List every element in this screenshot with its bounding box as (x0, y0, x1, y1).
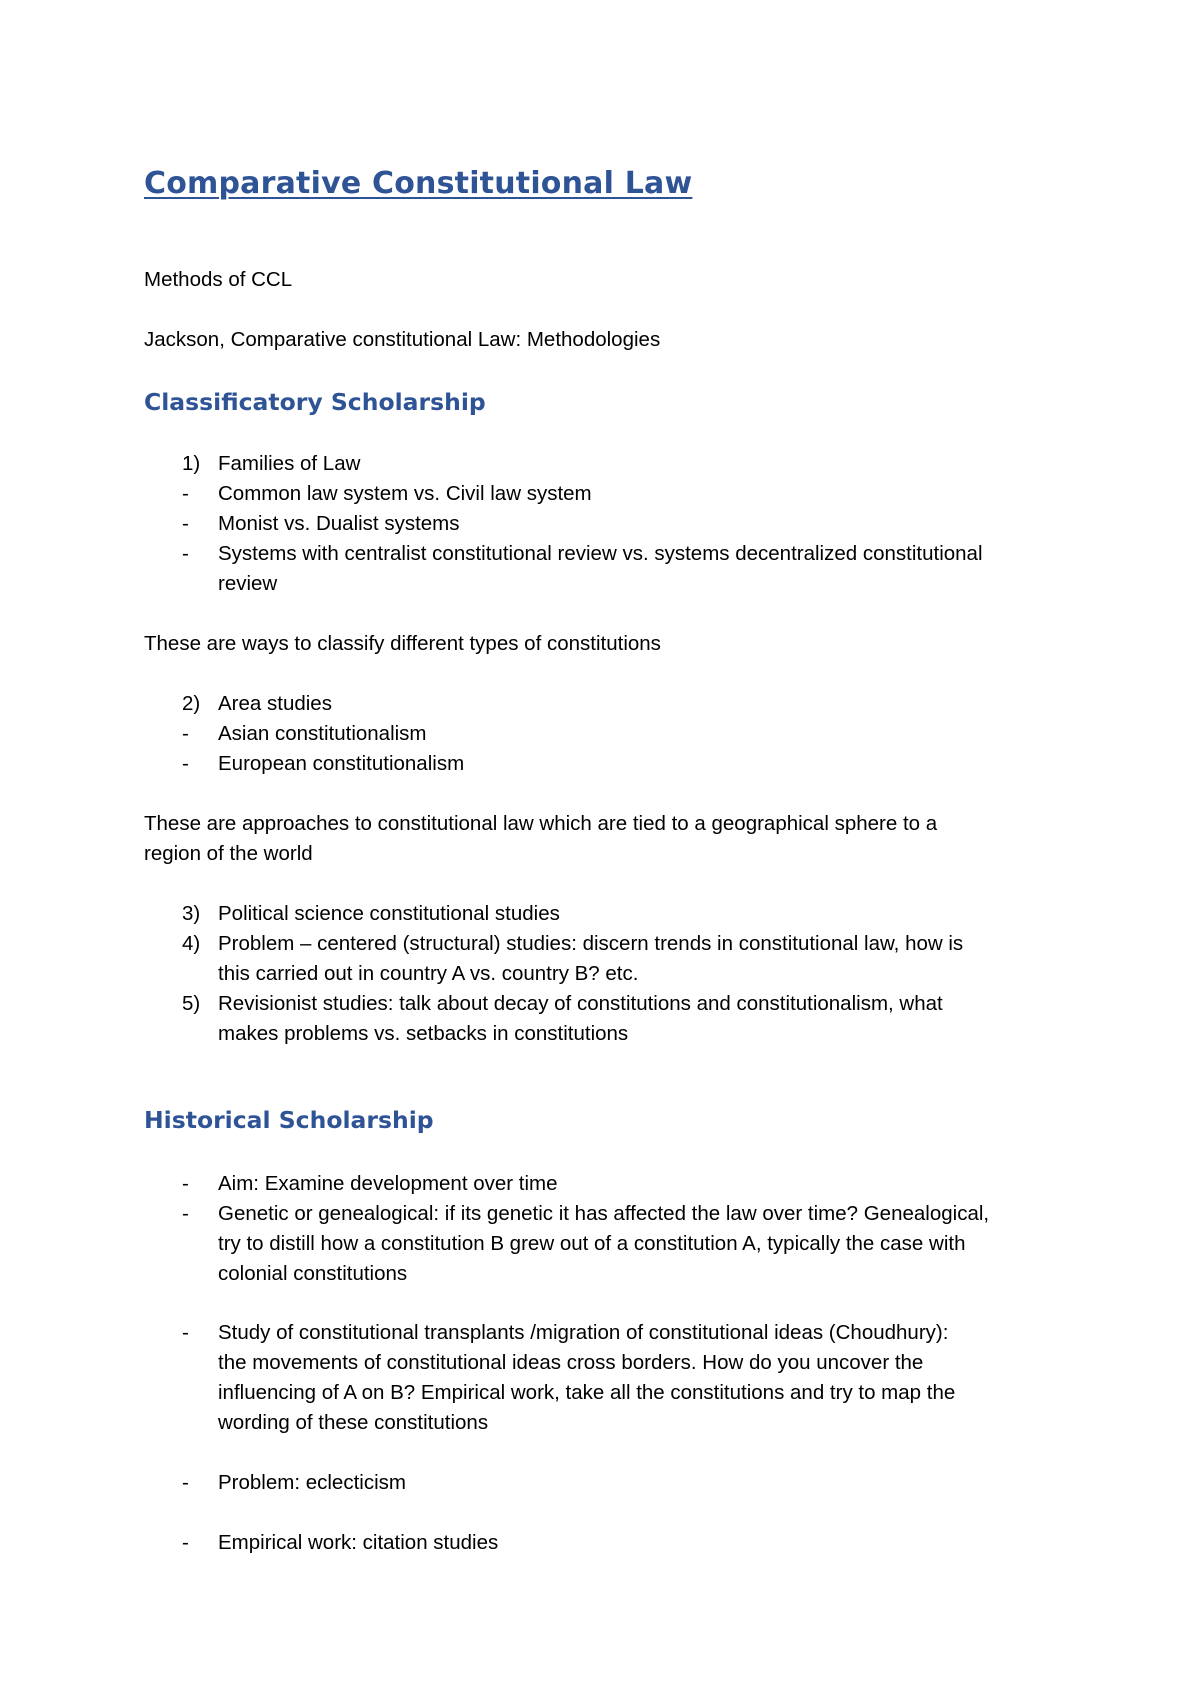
list-marker: - (182, 1531, 189, 1554)
list-marker: - (182, 1321, 189, 1344)
list-item: Study of constitutional transplants /migration of constitutional ideas (Choudhury): (218, 1321, 949, 1344)
list-item: Problem: eclecticism (218, 1471, 406, 1494)
list-item: Problem – centered (structural) studies: discern trends in constitutional law, how is (218, 932, 964, 955)
list-marker: 1) (182, 452, 201, 475)
list-item: Common law system vs. Civil law system (218, 482, 592, 505)
list-item: Political science constitutional studies (218, 902, 560, 925)
list-item-continuation: colonial constitutions (218, 1262, 408, 1285)
list-marker: - (182, 722, 189, 745)
list-marker: 2) (182, 692, 201, 715)
list-item: Area studies (218, 692, 332, 715)
list-marker: - (182, 512, 189, 535)
list-marker: - (182, 542, 189, 565)
list-item: Revisionist studies: talk about decay of constitutions and constitutionalism, what (218, 992, 943, 1015)
list-item: European constitutionalism (218, 752, 465, 775)
list-item-continuation: review (218, 572, 278, 595)
list-item: Genetic or genealogical: if its genetic it has affected the law over time? Genealogical, (218, 1202, 990, 1225)
list-marker: 4) (182, 932, 201, 955)
source-line: Jackson, Comparative constitutional Law: Methodologies (144, 328, 661, 351)
list-item-continuation: the movements of constitutional ideas cross borders. How do you uncover the (218, 1351, 924, 1374)
list-item-continuation: influencing of A on B? Empirical work, take all the constitutions and try to map the (218, 1381, 956, 1404)
list-marker: - (182, 752, 189, 775)
list-item-continuation: this carried out in country A vs. country B? etc. (218, 962, 639, 985)
list-item-continuation: makes problems vs. setbacks in constitutions (218, 1022, 629, 1045)
list-item: Monist vs. Dualist systems (218, 512, 460, 535)
list-marker: 5) (182, 992, 201, 1015)
list-item: Aim: Examine development over time (218, 1172, 558, 1195)
list-marker: - (182, 1202, 189, 1225)
list-marker: - (182, 482, 189, 505)
list-marker: - (182, 1172, 189, 1195)
section-heading-classificatory: Classificatory Scholarship (144, 388, 486, 416)
list-item: Systems with centralist constitutional review vs. systems decentralized constitutional (218, 542, 983, 565)
document-title: Comparative Constitutional Law (144, 166, 693, 201)
paragraph: These are approaches to constitutional law which are tied to a geographical sphere to a (144, 812, 938, 835)
paragraph: These are ways to classify different types of constitutions (144, 632, 661, 655)
section-heading-historical: Historical Scholarship (144, 1106, 434, 1134)
list-marker: - (182, 1471, 189, 1494)
paragraph-continuation: region of the world (144, 842, 313, 865)
methods-line: Methods of CCL (144, 268, 293, 291)
list-item: Families of Law (218, 452, 361, 475)
list-item-continuation: try to distill how a constitution B grew out of a constitution A, typically the case with (218, 1232, 966, 1255)
list-marker: 3) (182, 902, 201, 925)
list-item: Asian constitutionalism (218, 722, 427, 745)
list-item-continuation: wording of these constitutions (218, 1411, 489, 1434)
list-item: Empirical work: citation studies (218, 1531, 499, 1554)
